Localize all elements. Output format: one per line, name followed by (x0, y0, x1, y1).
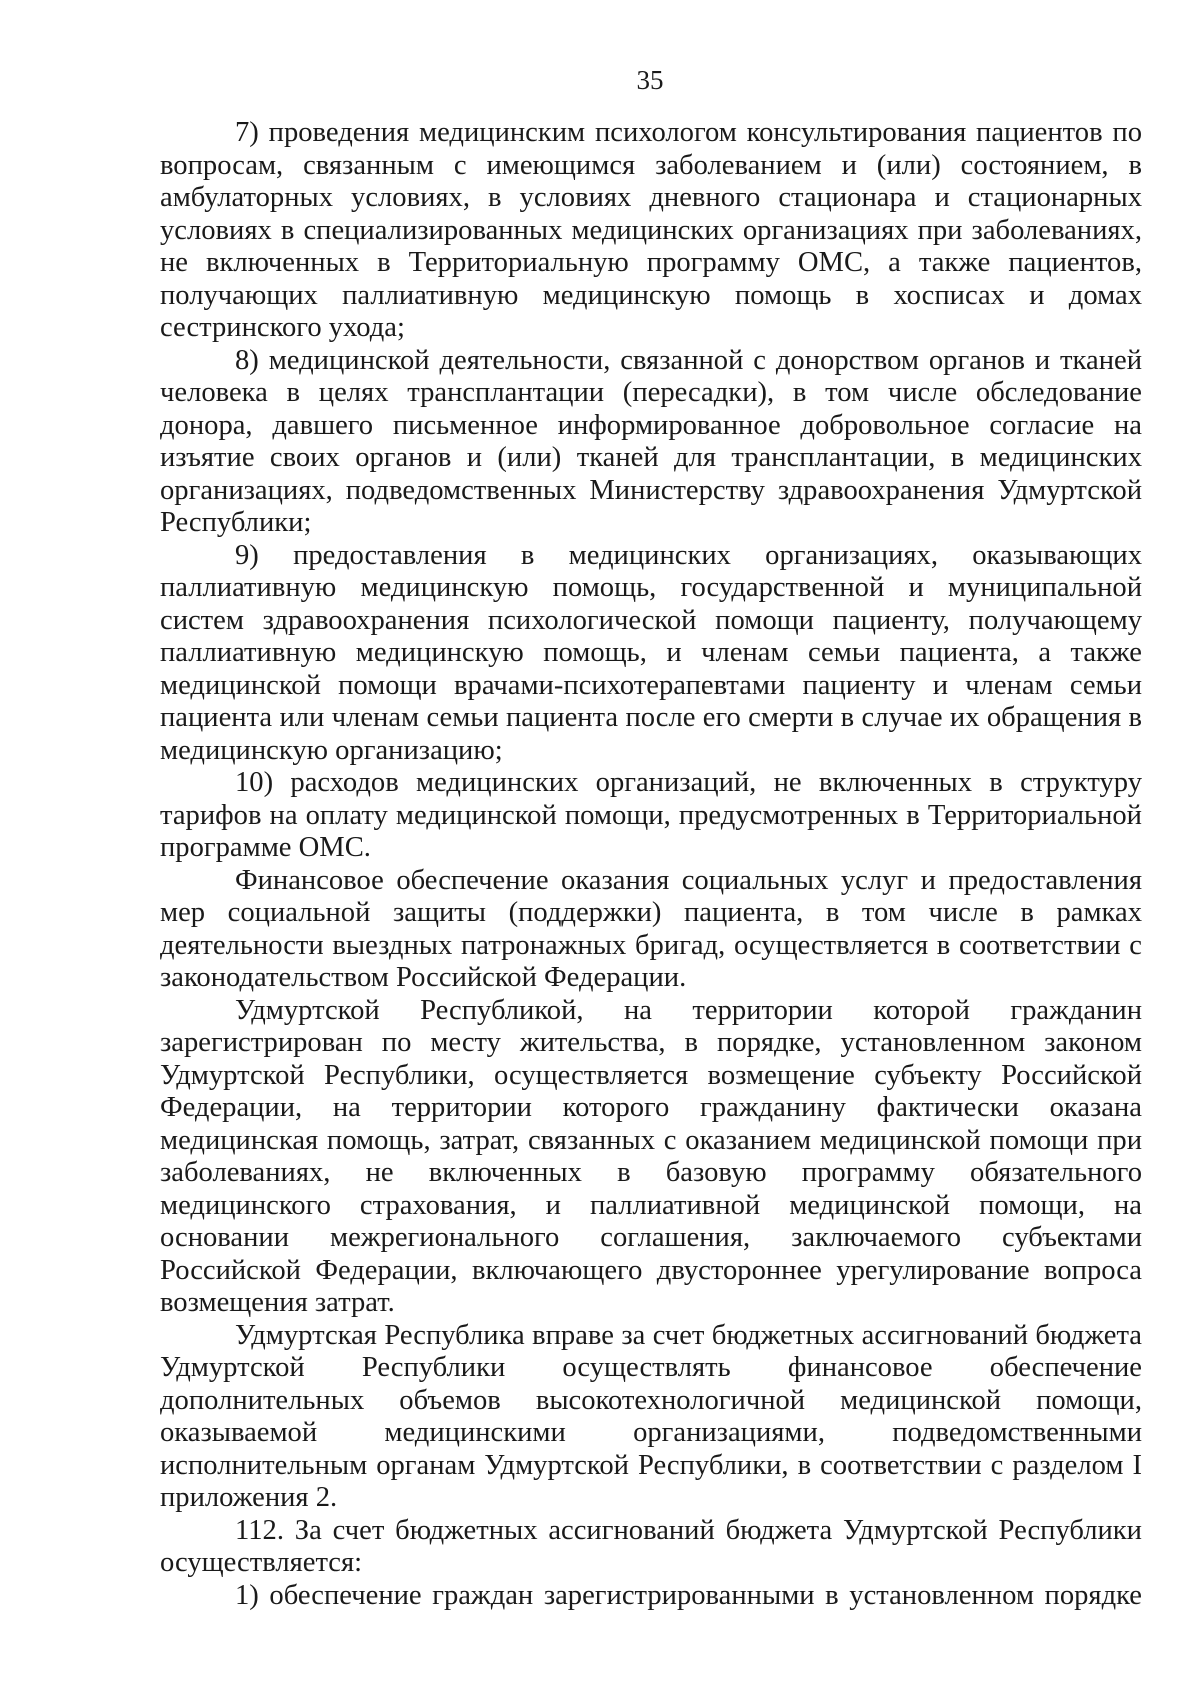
document-body (160, 117, 1142, 1612)
page-number: 35 (636, 65, 664, 95)
paragraph-item-10: 10) расходов медицинских организаций, не включенных в структуру тарифов на оплату медицинской помощи, предусмотренных в Территориальной программе ОМС. (160, 767, 1142, 863)
paragraph-high-tech-care: Удмуртская Республика вправе за счет бюджетных ассигнований бюджета Удмуртской Республики осуществлять финансовое обеспечение дополнительных объемов высокотехнологичной медицинской помощи, оказываемой медицинскими организациями, подведомственными исполнительным органам Удмуртской Республики, в соответствии с разделом I приложения 2. (160, 1319, 1142, 1513)
paragraph-item-8: 8) медицинской деятельности, связанной с донорством органов и тканей человека в целях трансплантации (пересадки), в том числе обследование донора, давшего письменное информированное добровольное согласие на изъятие своих органов и (или) тканей для трансплантации, в медицинских организациях, подведомственных Министерству здравоохранения Удмуртской Республики; (160, 344, 1142, 538)
paragraph-item-9: 9) предоставления в медицинских организациях, оказывающих паллиативную медицинскую помощь, государственной и муниципальной систем здравоохранения психологической помощи пациенту, получающему паллиативную медицинскую помощь, и членам семьи пациента, а также медицинской помощи врачами-психотерапевтами пациенту и членам семьи пациента или членам семьи пациента после его смерти в случае их обращения в медицинскую организацию; (160, 539, 1142, 766)
paragraph-item-7: 7) проведения медицинским психологом консультирования пациентов по вопросам, связанным с имеющимся заболеванием и (или) состоянием, в амбулаторных условиях, в условиях дневного стационара и стационарных условиях в специализированных медицинских организациях при заболеваниях, не включенных в Территориальную программу ОМС, а также пациентов, получающих паллиативную медицинскую помощь в хосписах и домах сестринского ухода; (160, 117, 1142, 343)
paragraph-112-item-1: 1) обеспечение граждан зарегистрированными в установленном порядке (235, 1579, 1142, 1611)
paragraph-cost-reimbursement: Удмуртской Республикой, на территории которой гражданин зарегистрирован по месту жительства, в порядке, установленном законом Удмуртской Республики, осуществляется возмещение субъекту Российской Федерации, на территории которого гражданину фактически оказана медицинская помощь, затрат, связанных с оказанием медицинской помощи при заболеваниях, не включенных в базовую программу обязательного медицинского страхования, и паллиативной медицинской помощи, на основании межрегионального соглашения, заключаемого субъектами Российской Федерации, включающего двустороннее урегулирование вопроса возмещения затрат. (160, 994, 1142, 1318)
paragraph-social-services: Финансовое обеспечение оказания социальных услуг и предоставления мер социальной защиты (поддержки) пациента, в том числе в рамках деятельности выездных патронажных бригад, осуществляется в соответствии с законодательством Российской Федерации. (160, 864, 1142, 993)
paragraph-section-112: 112. За счет бюджетных ассигнований бюджета Удмуртской Республики осуществляется: (160, 1514, 1142, 1578)
